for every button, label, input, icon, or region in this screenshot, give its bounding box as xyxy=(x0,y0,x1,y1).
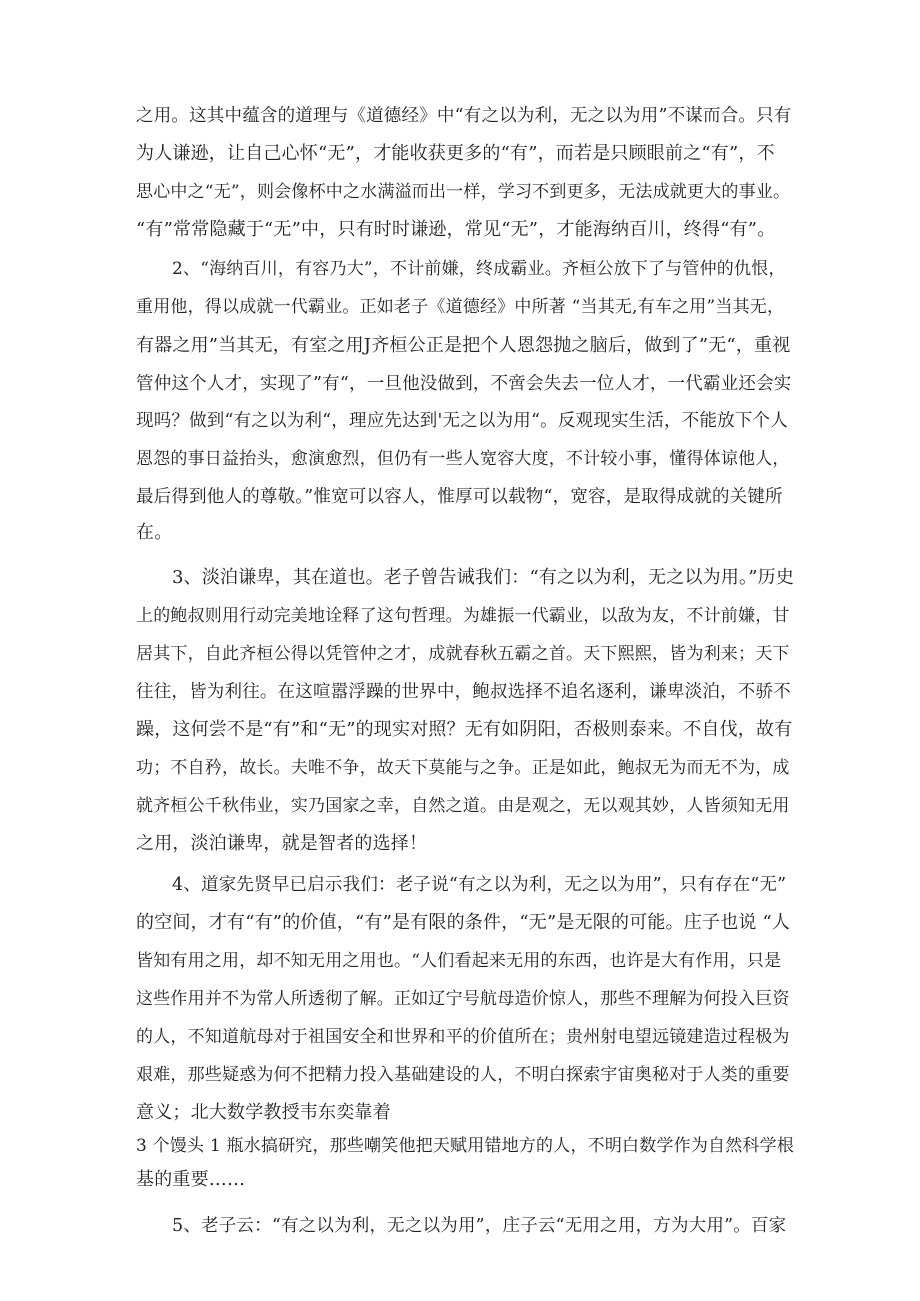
text-line: 上的鲍叔则用行动完美地诠释了这句哲理。为雄振一代霸业，以敌为友，不计前嫌，甘 xyxy=(136,606,790,626)
text-line: 基的重要…… xyxy=(136,1169,246,1190)
text-line: 5、老子云：“有之以为利，无之以为用”，庄子云“无用之用，方为大用”。百家 xyxy=(172,1216,787,1236)
text-line: 3 个馒头 1 瓶水搞研究，那些嘲笑他把天赋用错地方的人，不明白数学作为自然科学根 xyxy=(136,1136,795,1156)
text-line: 恩怨的事日益抬头，愈演愈烈，但仍有一些人宽容大度，不计较小事，懂得体谅他人， xyxy=(136,449,790,469)
text-line: 2、“海纳百川，有容乃大”，不计前嫌，终成霸业。齐桓公放下了与管仲的仇恨， xyxy=(172,259,786,279)
text-line: 有器之用”当其无，有室之用J齐桓公正是把个人恩怨抛之脑后，做到了”无“，重视 xyxy=(136,335,791,356)
text-line: 3、淡泊谦卑，其在道也。老子曾告诫我们：“有之以为利，无之以为用。”历史 xyxy=(172,567,795,588)
text-line: 为人谦逊，让自己心怀“无”，才能收获更多的“有”，而若是只顾眼前之“有”，不 xyxy=(136,143,775,164)
text-line: 之用。这其中蕴含的道理与《道德经》中“有之以为利，无之以为用”不谋而合。只有 xyxy=(136,106,792,126)
text-line: 之用，淡泊谦卑，就是智者的选择！ xyxy=(136,833,428,854)
text-line: 居其下，自此齐桓公得以凭管仲之才，成就春秋五霸之首。天下熙熙，皆为利来；天下 xyxy=(136,644,790,664)
text-line: 功；不自矜，故长。夫唯不争，故天下莫能与之争。正是如此，鲍叔无为而无不为，成 xyxy=(136,758,790,778)
text-line: 意义；北大数学教授韦东奕靠着 xyxy=(136,1102,391,1123)
text-line: 往往，皆为利往。在这喧嚣浮躁的世界中，鲍叔选择不追名逐利，谦卑淡泊，不骄不 xyxy=(136,682,791,702)
text-line: 在。 xyxy=(136,522,173,543)
text-line: 的空间，才有“有”的价值，“有”是有限的条件，“无”是无限的可能。庄子也说 “人 xyxy=(136,912,791,933)
text-line: 4、道家先贤早已启示我们：老子说“有之以为利，无之以为用”，只有存在“无” xyxy=(172,875,787,895)
text-line: 艰难，那些疑惑为何不把精力投入基础建设的人，不明白探索宇宙奥秘对于人类的重要 xyxy=(136,1065,790,1085)
text-line: 思心中之“无”，则会像杯中之水满溢而出一样，学习不到更多，无法成就更大的事业。 xyxy=(136,182,791,202)
text-line: 皆知有用之用，却不知无用之用也。“人们看起来无用的东西，也许是大有作用，只是 xyxy=(136,951,782,971)
text-line: 最后得到他人的尊敬。”惟宽可以容人，惟厚可以载物“，宽容，是取得成就的关键所 xyxy=(136,487,783,507)
text-line: 重用他，得以成就一代霸业。正如老子《道德经》中所著 “当其无,有车之用”当其无， xyxy=(136,297,785,317)
text-line: 就齐桓公千秋伟业，实乃国家之幸，自然之道。由是观之，无以观其妙，人皆须知无用 xyxy=(136,796,790,816)
text-line: 管仲这个人才，实现了”有“，一旦他没做到，不啻会失去一位人才，一代霸业还会实 xyxy=(136,374,792,394)
text-line: 躁，这何尝不是“有”和“无”的现实对照？无有如阴阳，否极则泰来。不自伐，故有 xyxy=(136,719,793,740)
text-line: 现吗？做到“有之以为利“，理应先达到'无之以为用“。反观现实生活，不能放下个人 xyxy=(136,411,788,431)
document-page xyxy=(136,0,796,1301)
text-line: “有”常常隐藏于“无”中，只有时时谦逊，常见“无”，才能海纳百川，终得“有”。 xyxy=(136,219,776,240)
text-line: 的人，不知道航母对于祖国安全和世界和平的价值所在；贵州射电望远镜建造过程极为 xyxy=(136,1027,790,1047)
text-line: 这些作用并不为常人所透彻了解。正如辽宁号航母造价惊人，那些不理解为何投入巨资 xyxy=(136,989,790,1009)
